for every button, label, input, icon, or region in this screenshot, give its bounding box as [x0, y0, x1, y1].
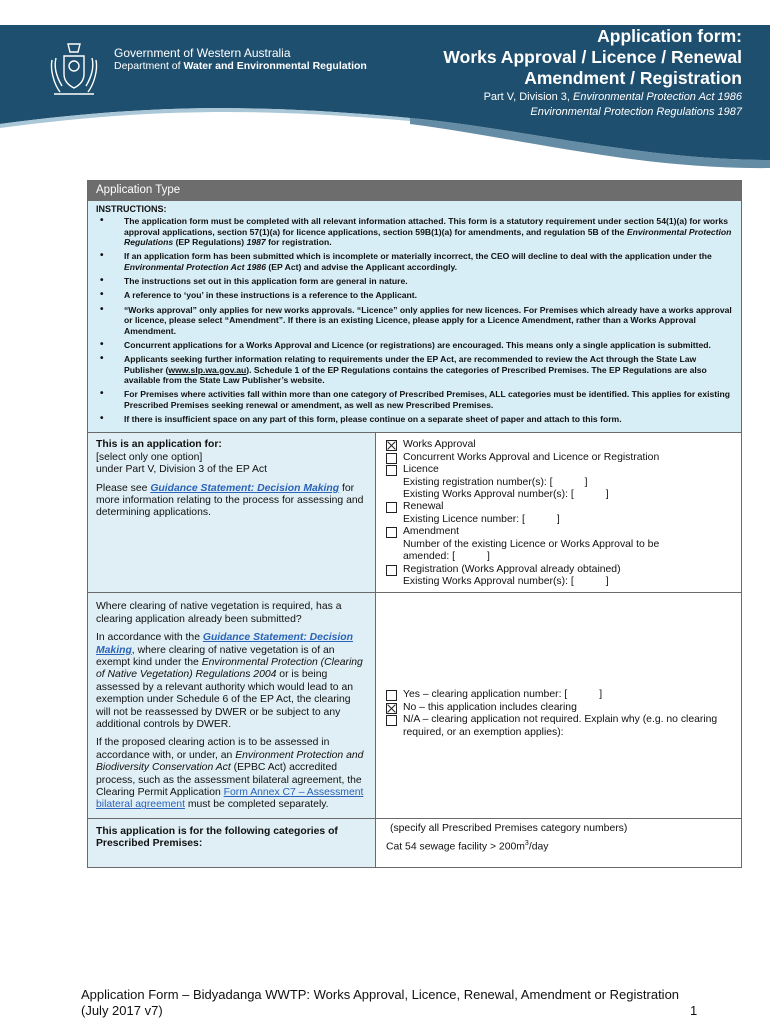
amendment-number-label: Number of the existing Licence or Works Approval to be: [403, 538, 660, 550]
guidance-note: Please see Guidance Statement: Decision Making for more information relating to the process for assessing and determining applications.: [96, 482, 364, 519]
instruction-item: • The application form must be completed with all relevant information attached. This form is a statutory requirement under section 54(1)(a) for works approval applications, section 57(1)(a) for licence applications, section 59B(1)(a) for amendments, and regulation 5B of the Environmental Protection Regulations (EP Regulations) 1987 for registration.: [96, 216, 733, 248]
header-banner: [0, 0, 770, 190]
instruction-item: • If there is insufficient space on any part of this form, please continue on a separate sheet of paper and attach to this form.: [96, 414, 733, 425]
select-one-note: [select only one option]: [96, 451, 203, 463]
section-heading: Application Type: [88, 181, 741, 201]
government-name: [114, 47, 367, 73]
instructions-panel: [88, 201, 741, 433]
renewal-licence-number-field[interactable]: Existing Licence number: [ ]: [403, 513, 560, 525]
form-subtitle-line-2: Environmental Protection Regulations 1987: [530, 106, 742, 118]
form-title-line-3: Amendment / Registration: [524, 68, 742, 88]
clearing-option-yes[interactable]: Yes – clearing application number: [ ]: [386, 689, 733, 701]
wa-coat-of-arms-icon: [46, 40, 102, 98]
clearing-option-no[interactable]: No – this application includes clearing: [386, 702, 733, 714]
guidance-decision-making-link-2[interactable]: Guidance Statement: Decision Making: [96, 632, 353, 656]
option-licence[interactable]: Licence: [386, 464, 733, 476]
registration-works-approval-number-field[interactable]: Existing Works Approval number(s): [ ]: [403, 575, 609, 587]
instruction-item: • For Premises where activities fall within more than one category of Prescribed Premises, ALL categories must be identified. This applies for existing Prescribed Premises seeking renewal or amendment, as well as new Prescribed Premises.: [96, 389, 733, 410]
page-number: 1: [690, 1003, 698, 1018]
licence-registration-number-field[interactable]: Existing registration number(s): [ ]: [403, 476, 588, 488]
clearing-label-cell: [88, 593, 376, 818]
option-renewal[interactable]: Renewal: [386, 501, 733, 513]
amendment-number-field[interactable]: amended: [ ]: [403, 551, 490, 563]
clearing-exempt-note: In accordance with the Guidance Statement: Decision Making, where clearing of native vegetation is of an exempt kind under the Environmental Protection (Clearing of Native Vegetation) Regulations 2004 or is being assessed by a relevant authority which would lead to an exemption under Schedule 6 of the EP Act, the clearing will not be reassessed by DWER or be subject to any additional controls by DWER.: [96, 632, 363, 730]
form-subtitle-line-1: Part V, Division 3, Environmental Protection Act 1986: [483, 91, 742, 103]
clearing-na-checkbox[interactable]: [386, 715, 397, 726]
clearing-options-cell: [376, 593, 741, 818]
instructions-list: [96, 216, 733, 425]
option-registration[interactable]: Registration (Works Approval already obtained): [386, 564, 733, 576]
instruction-item: • Applicants seeking further information relating to requirements under the EP Act, are recommended to review the Act through the State Law Publisher (www.slp.wa.gov.au). Schedule 1 of the EP Regulations contains the categories of Prescribed Premises. The EP Regulations are also available from the State Law Publisher’s website.: [96, 354, 733, 386]
licence-checkbox[interactable]: [386, 465, 397, 476]
renewal-checkbox[interactable]: [386, 502, 397, 513]
guidance-decision-making-link[interactable]: Guidance Statement: Decision Making: [150, 482, 340, 494]
option-concurrent[interactable]: Concurrent Works Approval and Licence or Registration: [386, 452, 733, 464]
gov-line-1: Government of Western Australia: [114, 46, 291, 60]
categories-heading: This application is for the following categories of Prescribed Premises:: [96, 825, 338, 850]
application-for-label-cell: [88, 433, 376, 592]
clearing-option-na[interactable]: N/A – clearing application not required. Explain why (e.g. no clearing required, or an exemption applies):: [386, 714, 733, 739]
option-works-approval[interactable]: Works Approval: [386, 439, 733, 451]
clearing-epbc-note: If the proposed clearing action is to be assessed in accordance with, or under, an Environment Protection and Biodiversity Conservation Act (EPBC Act) accredited process, such as the assessment bilateral agreement, the Clearing Permit Application Form Annex C7 – Assessment bilateral agreement must be completed separately.: [96, 737, 364, 811]
clearing-yes-checkbox[interactable]: [386, 690, 397, 701]
concurrent-checkbox[interactable]: [386, 453, 397, 464]
slp-link[interactable]: www.slp.wa.gov.au: [168, 364, 247, 375]
licence-works-approval-number-field[interactable]: Existing Works Approval number(s): [ ]: [403, 489, 609, 501]
amendment-checkbox[interactable]: [386, 527, 397, 538]
clearing-question: Where clearing of native vegetation is required, has a clearing application already been submitted?: [96, 601, 342, 625]
ep-act-reference: under Part V, Division 3 of the EP Act: [96, 464, 267, 476]
page-footer: Application Form – Bidyadanga WWTP: Works Approval, Licence, Renewal, Amendment or Registration (July 2017 v7): [81, 987, 680, 1018]
instruction-item: • Concurrent applications for a Works Approval and Licence (or registrations) are encouraged. This means only a single application is submitted.: [96, 340, 733, 351]
instruction-item: • A reference to ‘you’ in these instructions is a reference to the Applicant.: [96, 290, 733, 301]
form-title-block: [443, 26, 742, 119]
instruction-item: • “Works approval” only applies for new works approvals. “Licence” only applies for new licences. For Premises which already have a works approval or licence, please select “Amendment”. If there is an existing Licence, please apply for a Licence Amendment, rather than a Works Approval Amendment.: [96, 305, 733, 337]
instructions-heading: INSTRUCTIONS:: [96, 204, 167, 214]
option-amendment[interactable]: Amendment: [386, 526, 733, 538]
categories-hint: (specify all Prescribed Premises category numbers): [390, 822, 628, 834]
instruction-item: • If an application form has been submitted which is incomplete or materially incorrect, the CEO will decline to deal with the application under the Environmental Protection Act 1986 (EP Act) and advise the Applicant accordingly.: [96, 251, 733, 272]
works-approval-checkbox[interactable]: [386, 440, 397, 451]
form-title-line-1: Application form:: [597, 26, 742, 46]
application-for-row: [88, 433, 741, 593]
clearing-no-checkbox[interactable]: [386, 703, 397, 714]
application-for-heading: This is an application for:: [96, 439, 222, 451]
application-type-form: [87, 180, 742, 868]
categories-value-cell[interactable]: [376, 819, 741, 867]
application-for-options-cell: [376, 433, 741, 592]
categories-row: [88, 819, 741, 867]
instruction-item: • The instructions set out in this application form are general in nature.: [96, 276, 733, 287]
registration-checkbox[interactable]: [386, 565, 397, 576]
form-annex-c7-link[interactable]: Form Annex C7 – Assessment bilateral agreement: [96, 787, 364, 811]
categories-label-cell: [88, 819, 376, 867]
form-title-line-2: Works Approval / Licence / Renewal: [443, 47, 742, 67]
gov-line-2: Department of Water and Environmental Regulation: [114, 60, 367, 72]
clearing-row: [88, 593, 741, 819]
categories-value[interactable]: Cat 54 sewage facility > $200m^3$/day: [386, 840, 549, 853]
